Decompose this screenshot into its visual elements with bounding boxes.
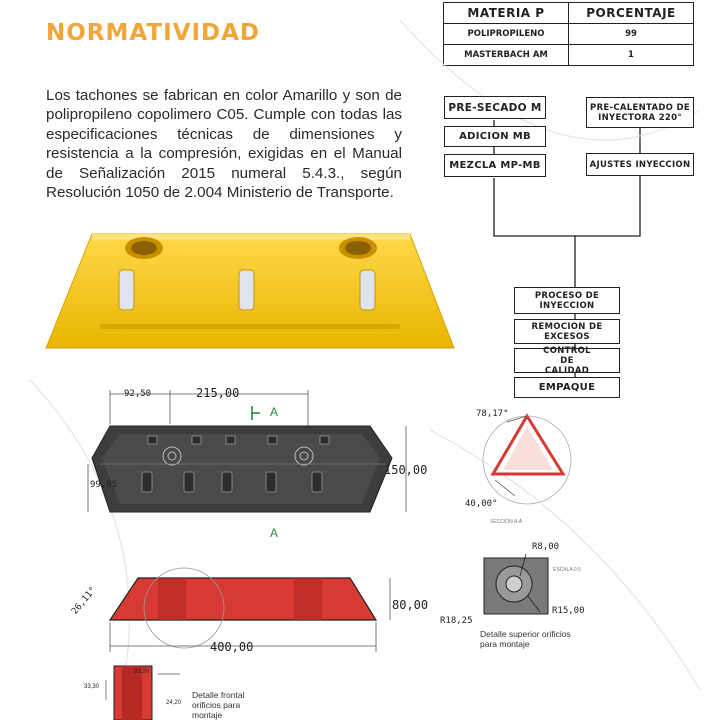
header-materia: MATERIA P (444, 3, 569, 24)
dim-215: 215,00 (196, 386, 240, 400)
description-paragraph: Los tachones se fabrican en color Amarillo y son de polipropileno copolimero C05. Cumple con todas las especificaciones técnicas de dimensiones y resistencia a la compresión, exigidas en el Manual de Señalización 2015 numeral 5.4.3., según Resolución 1050 de 2.004 Ministerio de Transporte. (46, 87, 402, 202)
dim-92-50: 92,50 (124, 389, 152, 399)
dim-99-05: 99,05 (90, 480, 118, 490)
flow-step-pre-secado: PRE-SECADO M (444, 96, 546, 119)
flow-step-remocion: REMOCION DE EXCESOS (514, 319, 620, 344)
section-label-top: A (270, 405, 279, 419)
front-detail-caption: Detalle frontal orificios para montaje (192, 690, 245, 720)
flow-step-mezcla: MEZCLA MP-MB (444, 154, 546, 177)
dim-r15: R15,00 (552, 606, 585, 616)
dim-r18: R18,25 (440, 616, 473, 626)
flow-step-proceso: PROCESO DE INYECCION (514, 287, 620, 314)
material-cell: POLIPROPILENO (444, 24, 569, 45)
dim-33-30: 33,30 (84, 684, 100, 690)
page-title: NORMATIVIDAD (46, 20, 261, 46)
material-cell: MASTERBACH AM (444, 45, 569, 66)
header-porcentaje: PORCENTAJE (569, 3, 694, 24)
flow-step-empaque: EMPAQUE (514, 377, 620, 398)
flow-step-ajustes: AJUSTES INYECCION (586, 153, 694, 176)
section-view-drawing (455, 400, 575, 530)
scale-label: ESCALA 0.5 (553, 567, 581, 573)
dim-78-17: 78,17° (476, 409, 509, 419)
dim-400: 400,00 (210, 640, 254, 654)
dim-150: 150,00 (384, 463, 428, 477)
hole-detail-drawing (480, 552, 550, 618)
dim-40: 40,00° (465, 499, 498, 509)
flow-step-pre-calentado: PRE-CALENTADO DE INYECTORA 220° (586, 97, 694, 128)
dim-angle: 26,11° (69, 585, 99, 617)
section-label-bottom: A (270, 526, 279, 540)
section-caption: SECCION A-A (490, 519, 523, 525)
dim-20-20: 20,20 (134, 669, 150, 675)
top-view-drawing (80, 380, 420, 520)
dim-r8: R8,00 (532, 542, 560, 552)
percent-cell: 1 (569, 45, 694, 66)
dim-24-20: 24,20 (166, 700, 182, 706)
flow-step-adicion: ADICION MB (444, 126, 546, 147)
yellow-tachon-image (40, 226, 460, 356)
flow-step-control: CONTROL DE CALIDAD (514, 348, 620, 373)
percent-cell: 99 (569, 24, 694, 45)
hole-detail-caption: Detalle superior orificios para montaje (480, 629, 571, 649)
dim-80: 80,00 (392, 598, 429, 612)
